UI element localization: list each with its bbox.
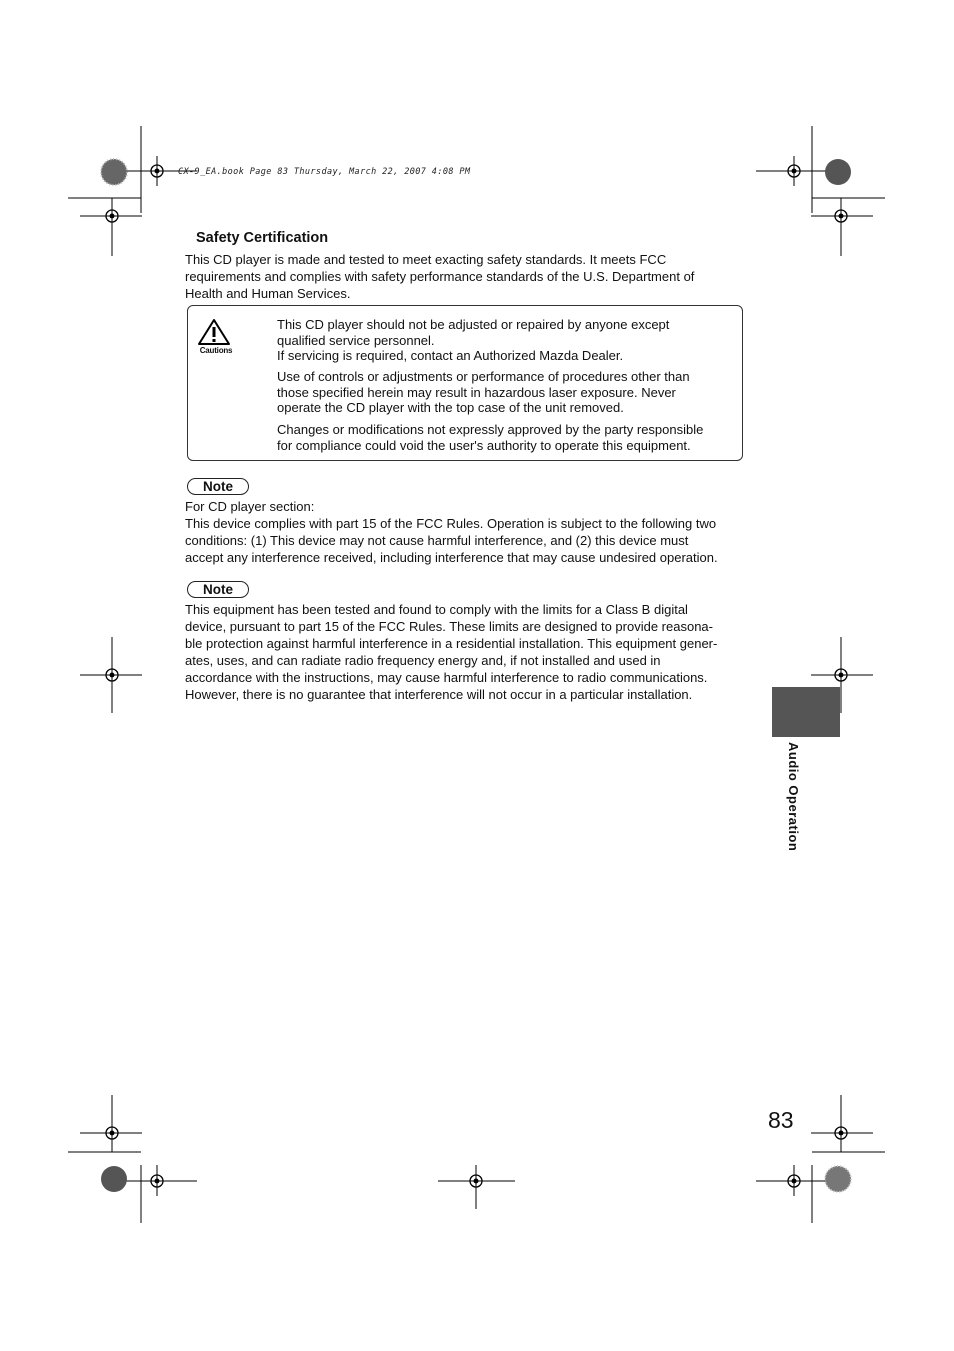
section-heading: Safety Certification [196, 230, 329, 246]
intro-line: requirements and complies with safety performance standards of the U.S. Department of [185, 269, 695, 284]
caution-line: those specified herein may result in hazardous laser exposure. Never [277, 384, 676, 400]
page-number: 83 [768, 1107, 794, 1133]
intro-line: Health and Human Services. [185, 286, 351, 301]
caution-badge [196, 318, 236, 355]
intro-line: This CD player is made and tested to meet exacting safety standards. It meets FCC [185, 252, 667, 267]
caution-paragraph [277, 369, 732, 416]
caution-line: for compliance could void the user's authority to operate this equipment. [277, 437, 691, 453]
note-badge: Note [187, 478, 249, 495]
caution-paragraph [277, 422, 732, 453]
note-paragraph [185, 601, 745, 703]
note-line: device, pursuant to part 15 of the FCC Rules. These limits are designed to provide reasona- [185, 619, 713, 634]
note-badge: Note [187, 581, 249, 598]
caution-line: qualified service personnel. [277, 332, 435, 348]
note-line: This device complies with part 15 of the FCC Rules. Operation is subject to the following two [185, 516, 717, 531]
chapter-tab-label: Audio Operation [786, 742, 801, 852]
note-line: ates, uses, and can radiate radio frequency energy and, if not installed and used in [185, 653, 661, 668]
printer-slug: CX-9_EA.book Page 83 Thursday, March 22, 2007 4:08 PM [178, 167, 471, 177]
caution-line: This CD player should not be adjusted or repaired by anyone except [277, 317, 670, 332]
note-line: ble protection against harmful interference in a residential installation. This equipment gener- [185, 636, 718, 651]
caution-line: Changes or modifications not expressly approved by the party responsible [277, 422, 704, 437]
caution-label: Cautions [199, 346, 233, 355]
note-line: For CD player section: [185, 499, 315, 514]
caution-line: If servicing is required, contact an Authorized Mazda Dealer. [277, 348, 624, 363]
warning-triangle-icon [196, 318, 236, 346]
note-line: accept any interference received, including interference that may cause undesired operation. [185, 550, 718, 565]
note-paragraph [185, 498, 745, 566]
caution-paragraph [277, 317, 732, 364]
chapter-tab [772, 687, 840, 737]
note-line: However, there is no guarantee that interference will not occur in a particular installation. [185, 687, 693, 702]
caution-line: Use of controls or adjustments or performance of procedures other than [277, 369, 690, 384]
note-line: This equipment has been tested and found to comply with the limits for a Class B digital [185, 602, 688, 617]
intro-paragraph [185, 251, 745, 302]
caution-line: operate the CD player with the top case of the unit removed. [277, 400, 624, 415]
note-line: accordance with the instructions, may cause harmful interference to radio communications. [185, 670, 708, 685]
note-line: conditions: (1) This device may not cause harmful interference, and (2) this device must [185, 533, 689, 548]
